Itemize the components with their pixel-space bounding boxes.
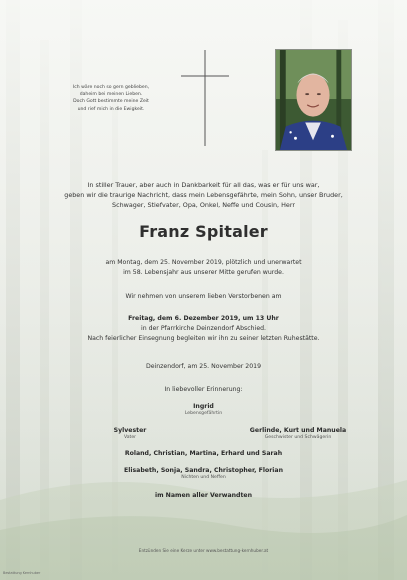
farewell-text: Wir nehmen von unserem lieben Verstorbenen am <box>125 293 282 300</box>
quote-line: Doch Gott bestimmte meine Zeit <box>73 99 149 105</box>
relative-name: Gerlinde, Kurt und Manuela <box>249 427 347 434</box>
death-notice <box>40 258 367 278</box>
relative-relation: Vater <box>123 435 137 440</box>
funeral-details <box>40 314 367 344</box>
funeral-date: Freitag, dem 6. Dezember 2019, um 13 Uhr <box>128 315 279 322</box>
relative-name: Elisabeth, Sonja, Sandra, Christopher, Florian <box>124 467 283 474</box>
quote-line: und rief mich in die Ewigkeit. <box>77 106 145 112</box>
relative-relation: Geschwister und Schwägerin <box>264 435 332 440</box>
relative-siblings <box>238 427 358 441</box>
funeral-line: Nach feierlicher Einsegnung begleiten wir ihn zu seiner letzten Ruhestätte. <box>87 335 320 342</box>
relative-name: Roland, Christian, Martina, Erhard und Sarah <box>124 450 283 457</box>
quote-line: daheim bei meinen Lieben. <box>79 92 143 98</box>
portrait-photo <box>275 49 352 151</box>
cross-icon <box>181 50 229 146</box>
relative-father <box>100 427 160 441</box>
death-line: im 58. Lebensjahr aus unserer Mitte gerufen wurde. <box>123 269 284 276</box>
deceased-name: Franz Spitaler <box>139 222 268 241</box>
relative-all <box>60 492 347 500</box>
funeral-line: in der Pfarrkirche Deinzendorf Abschied. <box>140 325 267 332</box>
intro-text <box>40 180 367 210</box>
place-date: Deinzendorf, am 25. November 2019 <box>145 363 262 370</box>
death-line: am Montag, dem 25. November 2019, plötzlich und unerwartet <box>105 259 302 266</box>
copyright-note: Bestattung Kernhuber <box>3 571 41 575</box>
remembrance-heading: In liebevoller Erinnerung: <box>164 386 243 393</box>
relative-name: Sylvester <box>113 427 147 434</box>
footer-candle-link[interactable]: Entzünden Sie eine Kerze unter www.bestattung-kernhuber.at <box>138 548 269 553</box>
relative-name: Ingrid <box>193 403 214 410</box>
quote-line: Ich wäre noch so gern geblieben, <box>72 85 150 90</box>
intro-line: geben wir die traurige Nachricht, dass mein Lebensgefährte, mein Sohn, unser Bruder, <box>64 191 343 199</box>
relative-relation: Nichten und Neffen <box>181 475 226 480</box>
relative-relation: Lebensgefährtin <box>184 411 223 416</box>
intro-line: Schwager, Stiefvater, Opa, Onkel, Neffe und Cousin, Herr <box>112 201 295 209</box>
intro-line: In stiller Trauer, aber auch in Dankbarkeit für all das, was er für uns war, <box>87 181 320 189</box>
relative-partner <box>150 403 257 417</box>
relative-nieces-nephews <box>60 467 347 481</box>
relative-children <box>60 450 347 458</box>
relative-name: im Namen aller Verwandten <box>154 492 253 499</box>
memorial-quote <box>45 84 177 113</box>
